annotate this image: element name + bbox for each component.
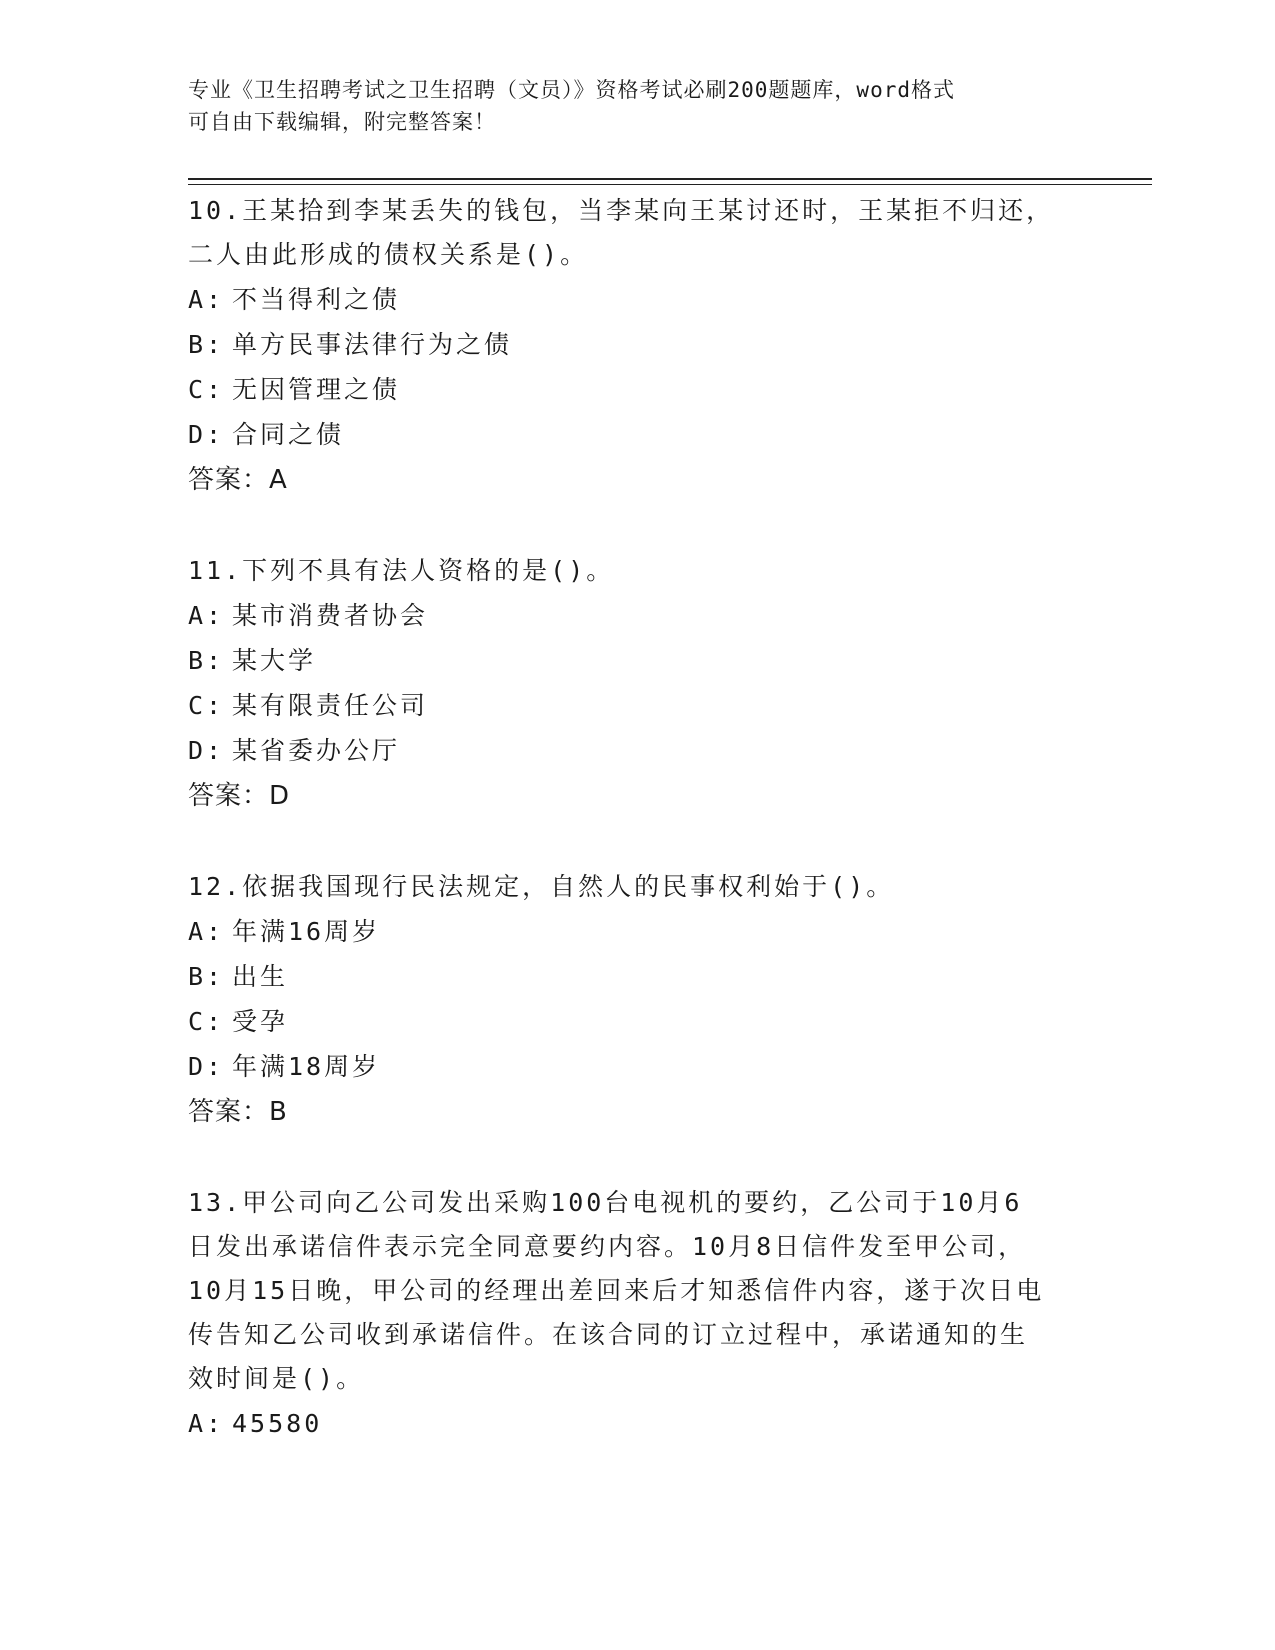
option-text: 出生 (232, 962, 289, 991)
option-text: 某市消费者协会 (232, 601, 429, 630)
option-text: 不当得利之债 (232, 285, 401, 314)
option-b (188, 638, 1088, 683)
option-letter: B: (188, 330, 225, 359)
option-letter: D: (188, 736, 225, 765)
answer-label: 答案：A (188, 465, 288, 495)
option-a (188, 1401, 1088, 1446)
header-line-2: 可自由下载编辑，附完整答案！ (188, 110, 496, 134)
question-text-line: 12.依据我国现行民法规定，自然人的民事权利始于()。 (188, 872, 895, 901)
answer-label: 答案：B (188, 1097, 288, 1127)
question-text-line: 11.下列不具有法人资格的是()。 (188, 556, 615, 585)
option-a (188, 909, 1088, 954)
option-b (188, 954, 1088, 999)
option-letter: B: (188, 646, 225, 675)
option-letter: A: (188, 601, 225, 630)
option-d (188, 728, 1088, 773)
option-letter: C: (188, 1007, 225, 1036)
question-text-line: 二人由此形成的债权关系是()。 (188, 240, 589, 269)
question-11 (188, 549, 1088, 819)
option-c (188, 683, 1088, 728)
document-header (188, 74, 1088, 138)
option-d (188, 412, 1088, 457)
option-text: 单方民事法律行为之债 (232, 330, 513, 359)
question-text-line: 日发出承诺信件表示完全同意要约内容。10月8日信件发至甲公司， (188, 1232, 1027, 1261)
question-10 (188, 189, 1088, 503)
option-letter: A: (188, 1409, 225, 1438)
question-list (188, 189, 1088, 1492)
question-text-line: 传告知乙公司收到承诺信件。在该合同的订立过程中，承诺通知的生 (188, 1320, 1029, 1349)
option-text: 45580 (232, 1409, 323, 1438)
option-text: 某有限责任公司 (232, 691, 429, 720)
option-letter: A: (188, 285, 225, 314)
option-letter: C: (188, 691, 225, 720)
option-text: 受孕 (232, 1007, 289, 1036)
option-letter: D: (188, 1052, 225, 1081)
question-text-line: 10.王某拾到李某丢失的钱包，当李某向王某讨还时，王某拒不归还， (188, 196, 1055, 225)
option-text: 无因管理之债 (232, 375, 401, 404)
option-c (188, 367, 1088, 412)
question-12 (188, 865, 1088, 1135)
option-a (188, 277, 1088, 322)
option-d (188, 1044, 1088, 1089)
option-letter: C: (188, 375, 225, 404)
header-line-1: 专业《卫生招聘考试之卫生招聘（文员）》资格考试必刷200题题库，word格式 (188, 78, 955, 102)
header-divider-thin (188, 184, 1152, 185)
question-13 (188, 1181, 1088, 1446)
question-text-line: 效时间是()。 (188, 1364, 365, 1393)
option-text: 合同之债 (232, 420, 345, 449)
option-text: 某大学 (232, 646, 317, 675)
option-b (188, 322, 1088, 367)
option-letter: A: (188, 917, 225, 946)
option-letter: B: (188, 962, 225, 991)
answer-label: 答案：D (188, 781, 291, 811)
header-divider-thick (188, 178, 1152, 180)
question-text-line: 13.甲公司向乙公司发出采购100台电视机的要约，乙公司于10月6 (188, 1188, 1023, 1217)
option-text: 年满16周岁 (232, 917, 381, 946)
option-text: 某省委办公厅 (232, 736, 401, 765)
option-a (188, 593, 1088, 638)
option-letter: D: (188, 420, 225, 449)
option-text: 年满18周岁 (232, 1052, 381, 1081)
option-c (188, 999, 1088, 1044)
question-text-line: 10月15日晚，甲公司的经理出差回来后才知悉信件内容，遂于次日电 (188, 1276, 1045, 1305)
